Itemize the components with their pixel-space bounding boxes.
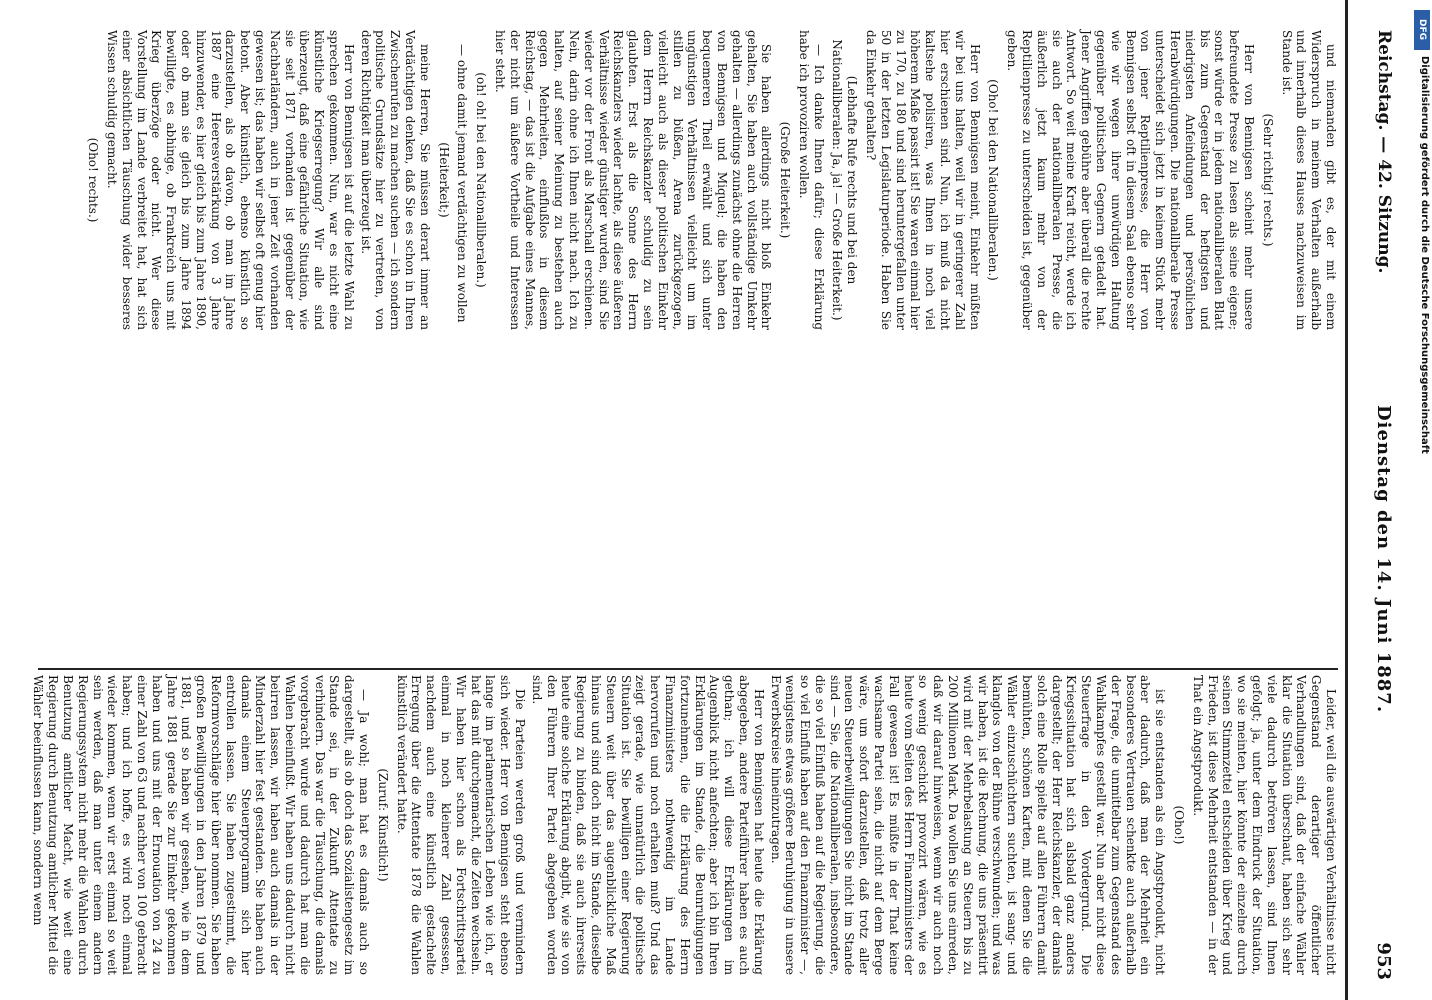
- digitization-credit: Digitalisierung gefördert durch die Deutsche Forschungsgemeinschaft: [1419, 56, 1430, 454]
- stage-direction: (Große Heiterkeit.): [778, 121, 793, 239]
- paragraph: Herr von Bennigsen ist auf die letzte Wahl zu sprechen gekommen. Nun, war es nicht eine künstliche Kriegserregung? Wir alle sind überzeugt, daß eine gefährliche Situation, wie sie seit 1871 vorhanden ist gegenüber der Nachbarländern, auch in jener Zeit vorhanden gewesen ist; das haben wir selbst oft genug hier betont. Aber künstlich, ebenso künstlich so darzustellen, als ob davon, ob man im Jahre 1887 eine Heeresverstärkung von 3 Jahre hinzuwender, es hier gleich bis zum Jahre 1890, oder ob man sie gleich bis zum Jahre 1894 bewilligte, es abhinge, ob Frankreich uns mit Krieg überzöge oder nicht. Wer diese Vorstellung im Lande verbreitet hat, hat sich einer absichtlichen Täuschung wider besseres Wissen schuldig gemacht.: [105, 30, 356, 330]
- paragraph: Leider, weil die auswärtigen Verhältnisse nicht Gegenstand derartiger öffentlicher Verhandlungen sind, daß der einfache Wähler klar die Situation überschaut, haben sich sehr viele dadurch betrören lassen, sind Ihnen gefolgt; ja, unter dem Eindruck der Situation, wo sie meinten, hier könnte der einzelne durch seinen Stimmzettel entscheiden über Krieg und Frieden, ist diese Mehrheit entstanden — in der That ein Angstprodukt.: [1190, 675, 1338, 975]
- dfg-logo: DFG: [1414, 10, 1430, 50]
- page-number: 953: [1373, 942, 1394, 980]
- paragraph: Herr von Bennigsen hat heute die Erklärung abgegeben, andere Parteiführer haben es auch gethan; ich will diese Erklärungen im Augenblick nicht anfechten; aber ich bin Ihren Erklärungen im Stande, die Beunruhigungen fortzunehmen, die die Erklärung des Herrn Finanzministers nothwendig im Lande hervorrufen und noch erhalten muß? Und das zeigt gerade, wie unnatürlich die politische Situation ist. Sie bewilligen einer Regierung Steuern weit über das augenblickliche Maß hinaus und sind doch nicht im Stande, dieselbe Regierung zu binden, daß sie auch ihrerseits heute eine solche Erklärung abgibt, wie sie von den Führern Ihrer Partei abgegeben worden sind.: [529, 675, 766, 975]
- stage-direction: (Heiterkeit;): [436, 142, 451, 218]
- stage-direction: (oh! oh! bei den Nationalliberalen.): [474, 72, 489, 288]
- column-divider: [38, 668, 1338, 670]
- paragraph: — ohne damit jemand verdächtigen zu wollen: [455, 44, 470, 323]
- stage-direction: (Zuruf: Künstlich!): [375, 768, 390, 882]
- paragraph: und niemanden gibt es, der mit einem Widerspruch in meinem Verhalten außerhalb und innerhalb dieses Hauses nachzuweisen im Stande ist.: [1279, 30, 1338, 330]
- text-column-left: [38, 30, 1338, 330]
- rotated-page-content: [28, 0, 1408, 1000]
- paragraph: Sie haben allerdings nicht bloß Einkehr gehalten, Sie haben auch vollständige Umkehr gehalten — allerdings zunächst ohne die Herren von Bennigsen und Miquel; die haben den bequemeren Theil erwählt und sich unter ungünstigen Verhältnissen vielleicht um im stillen zu büßen, Arena zurückgezogen, vielleicht auch als dieser politischen Einkehr dem Herrn Reichskanzler schuldig zu sein glaubten. Erst als die Sonne des Herrn Reichskanzlers wieder lachte, als diese äußeren Verhältnisse wieder günstiger wurden, sind Sie wieder vor der Front als Marschall erschienen. Nein, darin ohne ich Ihnen nicht nach. Ich zu halten, auf seiner Meinung zu bestehen auch gegen Mehrheiten, einflußlos in diesem Reichstag, — das ist die Aufgabe eines Mannes, der nicht um äußere Vortheile und Interessen hier steht.: [492, 30, 774, 330]
- header-left: Reichstag. — 42. Sitzung.: [1374, 30, 1394, 274]
- stage-direction: (Oho! rechts.): [86, 137, 101, 223]
- header-date: Dienstag den 14. Juni 1887.: [1373, 405, 1394, 714]
- stage-direction: (Sehr richtig! rechts.): [1260, 113, 1275, 247]
- paragraph: Herr von Bennigsen scheint mehr unsere befreundete Presse zu lesen als seine eigene; sonst würde er in jedem nationalliberalen Blatt bis zum Gegenstand der heftigsten und niedrigsten Anfeindungen und persönlichen Herabwürdigungen. Die nationalliberale Presse unterscheidet sich jetzt in keinem Stück mehr von jener Reptilienpresse, die Herr von Bennigsen selbst oft in diesem Saal ebenso sehr wie wir wegen ihrer unwürdigen Haltung gegenüber politischen Gegnern getadelt hat. Jener Angriffen gebühre aber überall die rechte Antwort. So weit meine Kraft reicht, werde ich sie auch der nationalliberalen Presse, die äußerlich jetzt kaum mehr von der Reptilienpresse zu unterscheiden ist, gegenüber geben.: [1005, 30, 1257, 330]
- paragraph: meine Herren, Sie müssen derart immer an Verdächtigen denken, daß Sie es schon in Ihren Zwischenrufen zu machen suchen — ich sondern politische Grundsätze hier zu vertreten, von deren Richtigkeit man überzeugt ist.: [358, 30, 432, 330]
- paragraph: Die Parteien werden groß und vermindern sich wieder. Herr von Bennigsen steht ebenso lange im parlamentarischen Leben wie ich, er hat das mit durchgemacht, die Zeiten wechseln. Wir haben hier schon als Fortschrittspartei einmal in noch kleinerer Zahl gesessen, nachdem auch eine künstlich gestachelte Erregung über die Attentate 1878 die Wahlen künstlich verändert hatte.: [394, 675, 527, 975]
- text-column-right: [31, 675, 1338, 975]
- paragraph: — Ich danke Ihnen dafür; diese Erklärung habe ich provoziren wollen.: [796, 30, 826, 330]
- stage-direction: (Lebhafte Rufe rechts und bei den Nationalliberalen: Ja, ja! — Große Heiterkeit.): [830, 39, 860, 321]
- stage-direction: (Oho! bei den Nationalliberalen.): [986, 79, 1001, 281]
- paragraph: ist sie entstanden als ein Angstprodukt, nicht aber dadurch, daß man der Mehrheit ein besonderes Vertrauen schenkte auch außerhalb der Frage, die unmittelbar zum Gegenstand des Wahlkampfes gestellt war. Nun aber nicht diese Steuerfrage in den Vordergrund. Die Kriegssituation hat sich alsbald ganz anders dargestellt; der Herr Reichskanzler, der damals solch eine Rolle spielte auf allen Führern damit bemühten, schönen Karten, mit denen Sie die Wähler einzuschüchtern suchten, ist sang- und klanglos von der Bühne verschwunden; und was wir haben, ist die Rechnung, die uns präsentirt wird mit der Mehrbelastung an Steuern bis zu 200 Millionen Mark. Da wollen Sie uns einreden, daß wir darauf hinweisen, wenn wir auch noch so wenig geschickt provozirt wären, wie es heute vom Seiten des Herrn Finanzministers der Fall gewesen ist! Es müßte in der That keine wachsame Partei sein, die nicht auf dem Berge wäre, um sofort darzustellen, daß trotz aller neuen Steuerbewilligungen Sie nicht im Stande sind — Sie, die Nationalliberalen, insbesondere, die so viel Einfluß haben auf die Regierung, die so viel Einfluß haben auf den Finanzminister —, wenigstens etwas größere Beruhigung in unsere Erwerbskreise hineinzutragen.: [768, 675, 1168, 975]
- paragraph: — Ja wohl; man hat es damals auch so dargestellt, als ob doch das Sozialistengesetz im Stande sei, in der Zukunft Attentate zu verhindern. Das war die Täuschung, die damals vorgebracht wurde und dadurch hat man die Wahlen beeinflußt. Wir haben uns dadurch nicht beirren lassen, wir haben auch damals in der Minderzahl hier fest gestanden. Sie haben auch damals einem Steuerprogramm sich hier entrollen lassen. Sie haben zugestimmt, die Reformvorschläge hier über nommen. Sie haben großen Bewilligungen in den Jahren 1879 und 1881, und so haben wir gesehen, wie in dem Jahre 1881 gerade Sie zur Einkehr gekommen haben und uns mit der Ernouation von 24 zu einer Zahl von 63 und nachher von 100 gebracht haben; und ich hoffe, es wird noch einmal wieder kommen, wenn wir erst einmal so weit sein werden, daß man unter einem andern Regierungssystem nicht mehr die Wahlen durch Benutzung amtlicher Macht, wie weit eine Regierung durch Benutzung amtlicher Mittel die Wähler beeinflussen kann, sondern wenn: [31, 675, 371, 975]
- page-header: [1345, 0, 1408, 1000]
- paragraph: Herr von Bennigsen meint, Einkehr müßten wir bei uns halten, weil wir in geringerer Zahl hier erschienen sind. Nun, ich muß da nicht kaltsehe polisiren, was Ihnen in noch viel höherem Maße passirt ist! Sie waren einmal hier zu 170, zu 180 und sind heruntergefallen unter 50 in der letzten Legislaturperiode. Haben Sie da Einkehr gehalten?: [864, 30, 982, 330]
- stage-direction: (Oho!): [1172, 805, 1187, 845]
